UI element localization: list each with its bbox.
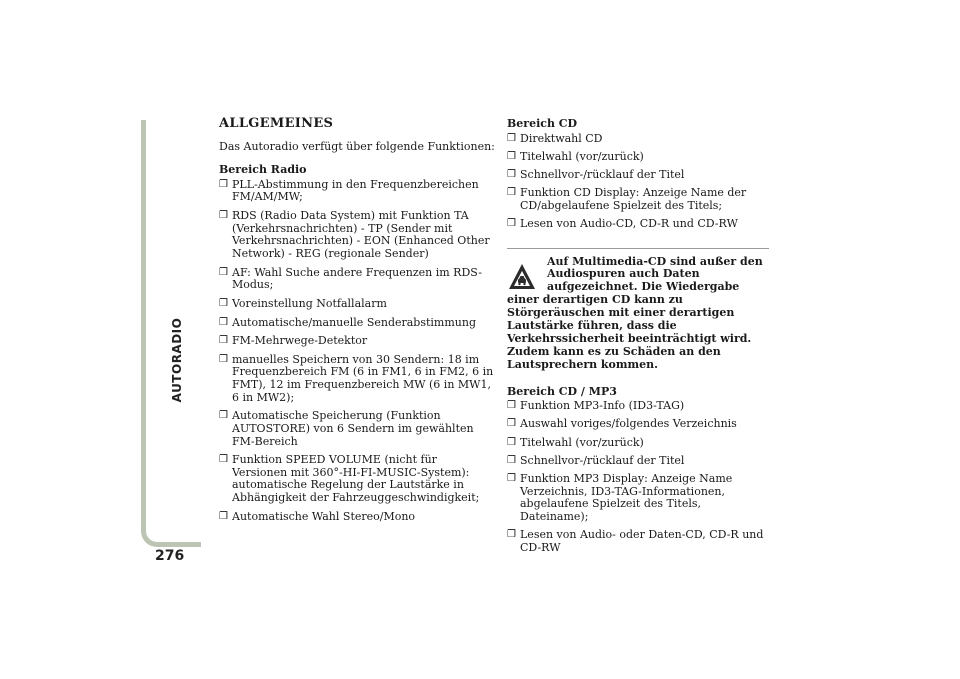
checkbox-bullet-icon: ❒ <box>219 210 228 222</box>
list-item <box>219 267 495 292</box>
checkbox-bullet-icon: ❒ <box>507 168 516 180</box>
checkbox-bullet-icon: ❒ <box>507 473 516 485</box>
list-item <box>219 454 495 504</box>
list-item-text: Schnellvor-/rücklauf der Titel <box>520 453 685 467</box>
warning-note <box>507 256 769 372</box>
intro-text: Das Autoradio verfügt über folgende Funktionen: <box>219 139 495 153</box>
checkbox-bullet-icon: ❒ <box>507 418 516 430</box>
list-item-text: Auswahl voriges/folgendes Verzeichnis <box>520 417 737 431</box>
list-item <box>507 473 769 523</box>
list-item <box>507 455 769 468</box>
checkbox-bullet-icon: ❒ <box>507 400 516 412</box>
list-item <box>507 418 769 431</box>
list-item-text: Schnellvor-/rücklauf der Titel <box>520 167 685 181</box>
list-item-text: Funktion CD Display: Anzeige Name der CD/abgelaufene Spielzeit des Titels; <box>520 186 747 212</box>
warning-triangle-icon <box>507 262 537 292</box>
checkbox-bullet-icon: ❒ <box>507 187 516 199</box>
cd-feature-list <box>507 133 769 231</box>
list-item <box>219 317 495 330</box>
list-item-text: Funktion MP3-Info (ID3-TAG) <box>520 399 685 413</box>
list-item-text: PLL-Abstimmung in den Frequenzbereichen FM/AM/MW; <box>232 177 479 204</box>
list-item-text: Lesen von Audio-CD, CD-R und CD-RW <box>520 216 738 230</box>
mp3-subheading: Bereich CD / MP3 <box>507 384 617 398</box>
radio-subheading: Bereich Radio <box>219 163 307 177</box>
list-item <box>507 218 769 231</box>
checkbox-bullet-icon: ❒ <box>219 266 228 278</box>
divider <box>507 248 769 249</box>
page-number: 276 <box>155 548 185 564</box>
checkbox-bullet-icon: ❒ <box>507 436 516 448</box>
list-item <box>219 354 495 404</box>
checkbox-bullet-icon: ❒ <box>219 454 228 466</box>
checkbox-bullet-icon: ❒ <box>507 132 516 144</box>
section-label: AUTORADIO <box>170 317 184 403</box>
list-item <box>507 151 769 164</box>
list-item <box>507 169 769 182</box>
list-item-text: AF: Wahl Suche andere Frequenzen im RDS-Modus; <box>232 265 482 292</box>
radio-feature-list <box>219 179 495 524</box>
checkbox-bullet-icon: ❒ <box>219 335 228 347</box>
checkbox-bullet-icon: ❒ <box>507 217 516 229</box>
cd-subheading: Bereich CD <box>507 117 578 130</box>
list-item-text: Titelwahl (vor/zurück) <box>520 149 644 163</box>
list-item <box>507 133 769 146</box>
checkbox-bullet-icon: ❒ <box>219 510 228 522</box>
warning-text: Auf Multimedia-CD sind außer den Audiospuren auch Daten aufgezeichnet. Die Wiedergabe einer derartigen CD kann zu Störgeräuschen mit einer derartigen Lautstärke führen, dass die Verkehrssicherheit beeinträchtigt wird. Zudem kann es zu Schäden an den Lautsprechern kommen. <box>507 254 763 371</box>
list-item-text: manuelles Speichern von 30 Sendern: 18 im Frequenzbereich FM (6 in FM1, 6 in FM2, 6 in FMT), 12 im Frequenzbereich MW (6 in MW1, 6 in MW2); <box>232 352 494 404</box>
list-item-text: Funktion MP3 Display: Anzeige Name Verzeichnis, ID3-TAG-Informationen, abgelaufene Spielzeit des Titels, Dateiname); <box>520 472 733 523</box>
list-item-text: Automatische Speicherung (Funktion AUTOSTORE) von 6 Sendern im gewählten FM-Bereich <box>232 409 474 448</box>
list-item-text: Lesen von Audio- oder Daten-CD, CD-R und CD-RW <box>520 528 764 554</box>
list-item <box>219 511 495 524</box>
list-item <box>507 187 769 212</box>
list-item <box>219 179 495 204</box>
list-item <box>507 400 769 413</box>
checkbox-bullet-icon: ❒ <box>507 529 516 540</box>
list-item-text: Voreinstellung Notfallalarm <box>232 296 387 310</box>
list-item-text: Titelwahl (vor/zurück) <box>520 435 644 449</box>
list-item <box>219 335 495 348</box>
list-item <box>219 298 495 311</box>
checkbox-bullet-icon: ❒ <box>219 353 228 365</box>
list-item <box>219 210 495 260</box>
list-item-text: FM-Mehrwege-Detektor <box>232 334 368 348</box>
checkbox-bullet-icon: ❒ <box>219 178 228 190</box>
list-item-text: Automatische Wahl Stereo/Mono <box>232 509 416 523</box>
checkbox-bullet-icon: ❒ <box>507 454 516 466</box>
list-item <box>507 529 769 554</box>
checkbox-bullet-icon: ❒ <box>219 297 228 309</box>
list-item-text: RDS (Radio Data System) mit Funktion TA (Verkehrsnachrichten) - TP (Sender mit Verkehrsnachrichten) - EON (Enhanced Other Network) - REG (regionale Sender) <box>232 209 490 260</box>
left-column <box>219 118 495 529</box>
list-item <box>507 437 769 450</box>
right-column <box>507 118 769 560</box>
list-item-text: Automatische/manuelle Senderabstimmung <box>232 315 477 329</box>
list-item <box>219 410 495 448</box>
checkbox-bullet-icon: ❒ <box>507 150 516 162</box>
mp3-feature-list <box>507 400 769 554</box>
list-item-text: Direktwahl CD <box>520 131 603 145</box>
section-heading: ALLGEMEINES <box>219 116 334 131</box>
checkbox-bullet-icon: ❒ <box>219 316 228 328</box>
list-item-text: Funktion SPEED VOLUME (nicht für Versionen mit 360°-HI-FI-MUSIC-System): automatische Regelung der Lautstärke in Abhängigkeit der Fahrzeuggeschwindigkeit; <box>232 453 480 504</box>
checkbox-bullet-icon: ❒ <box>219 410 228 422</box>
